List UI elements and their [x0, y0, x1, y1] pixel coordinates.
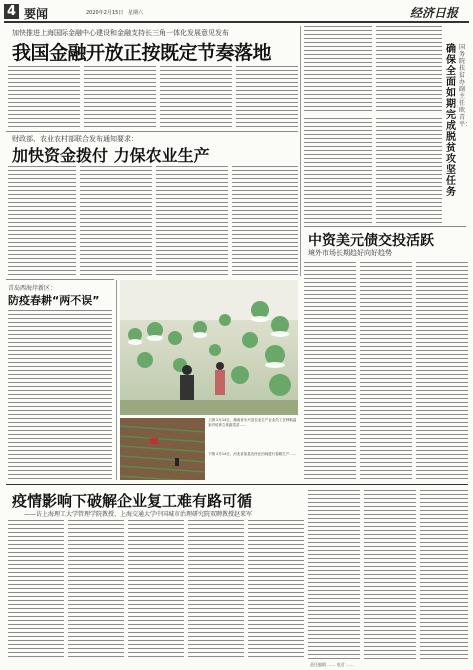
header-rule: [4, 21, 469, 23]
page-number: 4: [6, 4, 17, 19]
right-top-body-col1: [304, 26, 372, 114]
divider-left: [116, 280, 117, 480]
right-story2-subtitle: 境外市场长期趋好向好趋势: [308, 249, 392, 257]
left-story-kicker: 青岛西海岸新区：: [8, 285, 57, 292]
bottom-body-col3: [128, 520, 184, 660]
bottom-body-col2: [68, 520, 124, 660]
rule-bottom-story: [6, 484, 468, 485]
headline2-body-col1: [8, 166, 76, 276]
right-story1-title: 确保全面如期完成脱贫攻坚任务: [446, 44, 456, 198]
headline1-title: 我国金融开放正按既定节奏落地: [12, 42, 272, 64]
right-story2-body-col1: [304, 262, 356, 480]
headline2-kicker: 财政部、农业农村部联合发布通知要求：: [12, 135, 138, 143]
headline2-body-col2: [80, 166, 152, 276]
rule-headline2: [6, 131, 298, 132]
bottom-body-col8: [420, 490, 468, 660]
bottom-body-col5: [248, 520, 304, 660]
section-name: 要闻: [24, 7, 49, 21]
rule-left-story: [6, 279, 114, 280]
bottom-story-title: 疫情影响下破解企业复工难有路可循: [12, 492, 253, 510]
left-story-title: 防疫春耕“两不误”: [8, 294, 100, 307]
photo-field: [120, 418, 205, 480]
masthead-logo: 经济日报: [410, 6, 459, 20]
issue-weekday: 星期六: [128, 10, 144, 16]
headline2-title: 加快资金拨付 力保农业生产: [12, 146, 210, 165]
right-story1-body-col1: [304, 118, 372, 230]
right-top-body-col2: [376, 26, 442, 114]
right-story2-title: 中资美元债交投活跃: [308, 233, 434, 249]
right-story1-subtitle: 国务院扶贫办副主任欧青平：: [459, 44, 472, 128]
right-story2-body-col3: [416, 262, 468, 480]
rule-right-story2: [304, 226, 466, 227]
bottom-body-col4: [188, 520, 244, 660]
headline1-kicker: 加快推进上海国际金融中心建设和金融支持长三角一体化发展意见发布: [12, 29, 229, 37]
headline2-body-col3: [156, 166, 228, 276]
divider-top: [300, 26, 301, 276]
photo-caption-2: 下图 2月14日，河北省某县农民在田间进行春耕生产……: [208, 452, 297, 456]
photo-greenhouse: [120, 280, 298, 415]
footer-info: 责任编辑 …… 电话 ……: [310, 662, 354, 667]
photo-caption-1: 上图 2月14日，湖南省永兴县农业生产企业员工在种植温室内培育立体蔬菜苗……: [208, 418, 297, 427]
bottom-body-col7: [364, 490, 416, 660]
issue-date: 2020年2月15日: [86, 10, 124, 16]
headline1-body-col4: [236, 66, 298, 128]
right-story2-body-col2: [360, 262, 412, 480]
headline2-body-col4: [232, 166, 298, 276]
left-story-body: [8, 310, 112, 480]
bottom-body-col1: [8, 520, 64, 660]
headline1-body-col2: [84, 66, 156, 128]
bottom-story-subtitle: ——访上海理工大学管理学院教授、上海交通大学中国城市治理研究院双聘教授赵来军: [24, 511, 253, 518]
right-story1-body-col2: [376, 118, 442, 230]
headline1-body-col1: [8, 66, 80, 128]
headline1-body-col3: [160, 66, 232, 128]
bottom-body-col6: [308, 490, 360, 660]
